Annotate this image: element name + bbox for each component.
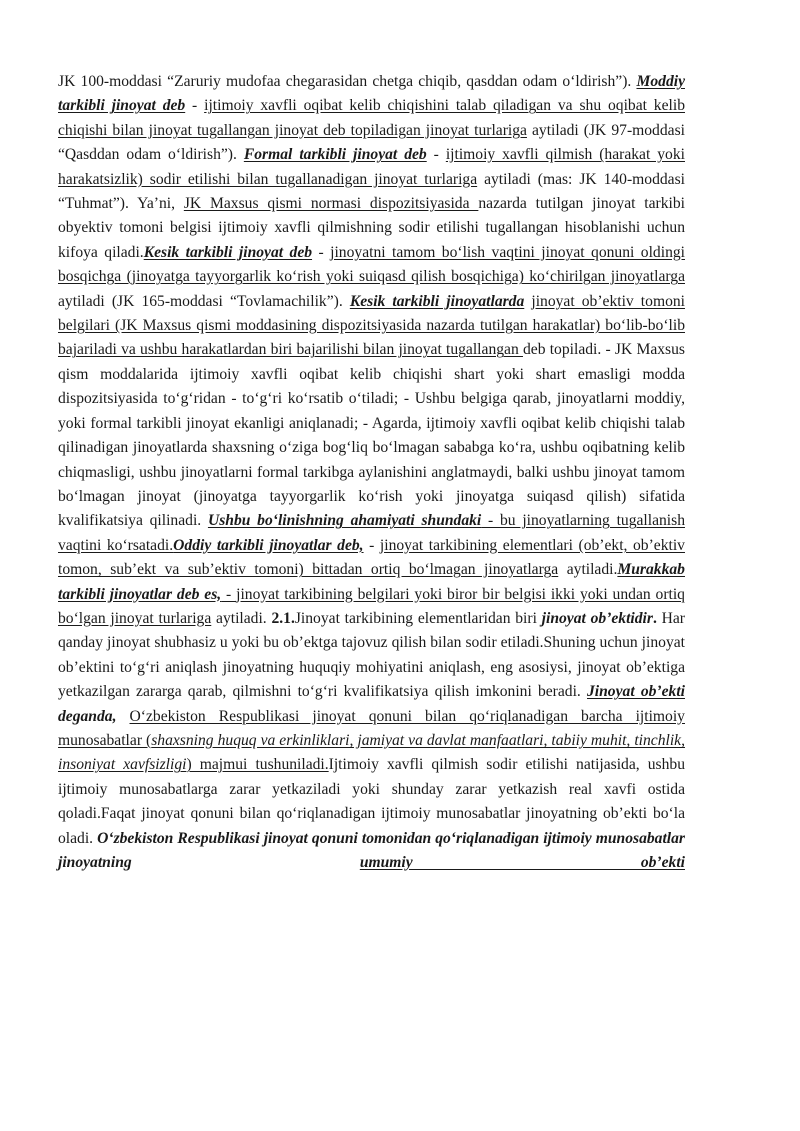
text-run: aytiladi (mas: JK 140-moddasi “Tuhmat”). Ya’ni, — [58, 170, 685, 213]
text-run: Har qanday jinoyat shubhasiz u yoki bu ob’ektga tajovuz qilish bilan sodir etiladi.Shuning uchun jinoyat ob’ektini to‘g‘ri aniqlash jinoyatning huquqiy mohiyatini aniqlash, eng asosiysi, jinoyat ob’ektiga yetkazilgan zararga qarab, qilmishni to‘g‘ri kvalifikatsiya qilish imkonini beradi. — [58, 609, 686, 701]
term-kesik-tarkibli: Kesik tarkibli jinoyat deb — [143, 243, 313, 261]
text-run: Jinoyat tarkibining elementlaridan biri — [294, 609, 542, 627]
text-run: - — [221, 585, 237, 603]
text-run: deb topiladi. - JK Maxsus qism moddalarida ijtimoiy xavfli oqibat kelib chiqishi shart yoki shart emasligi modda dispozitsiyasida to‘g‘ridan - to‘g‘ri ko‘rsatib o‘tiladi; - Ushbu belgiga qarab, jinoyatlarni moddiy, yoki formal tarkibli jinoyat ekanligi aniqlanadi; - Agarda, ijtimoiy xavfli oqibat kelib chiqishi talab qilinadigan jinoyatlarda shaxsning o‘ziga bog‘liq bo‘lmagan sababga ko‘ra, ushbu oqibatning kelib chiqmasligi, ushbu jinoyatlarni formal tarkibga aylanishini anglatmaydi, balki ushbu jinoyat tamom bo‘lmagan jinoyat (jinoyatga tayyorgarlik ko‘rish yoki jinoyatga suiqasd qilish) sifatida kvalifikatsiya qilinadi. — [58, 341, 685, 530]
body-paragraph — [58, 70, 685, 875]
term-jinoyat-obekti: Jinoyat ob’ekti — [587, 683, 685, 701]
definition-obekt-list: shaxsning huquq va erkinliklari, jamiyat va davlat manfaatlari, tabiiy muhit, tinchlik, insoniyat xavfsizligi — [58, 731, 685, 774]
text-run: Ijtimoiy xavfli qilmish sodir etilishi natijasida, ushbu ijtimoiy munosabatlarga zarar yetkaziladi yoki shunday zarar yetkazish real xavfi ostida qoladi.Faqat jinoyat qonuni bilan qo‘riqlanadigan ijtimoiy munosabatlar jinoyatning ob’ekti bo‘la oladi. — [58, 756, 685, 847]
term-kesik-jinoyatlarda: Kesik tarkibli jinoyatlarda — [349, 292, 525, 310]
text-run: aytiladi (JK 97-moddasi “Qasddan odam o‘ldirish”). — [58, 121, 685, 164]
text-run — [116, 708, 129, 725]
definition-moddiy: ijtimoiy xavfli oqibat kelib chiqishini talab qiladigan va shu oqibat kelib chiqishi bilan jinoyat tugallangan jinoyat deb topiladigan jinoyat turlariga — [58, 97, 685, 139]
definition-obekt-end: ) majmui tushuniladi. — [186, 756, 329, 774]
text-run: deganda, — [58, 707, 117, 725]
definition-formal: ijtimoiy xavfli qilmish (harakat yoki harakatsizlik) sodir etilishi bilan tugallanadigan jinoyat turlariga — [58, 146, 685, 188]
term-formal-tarkibli: Formal tarkibli jinoyat deb — [243, 146, 427, 164]
text-run: - — [426, 146, 446, 164]
definition-oddiy: jinoyat tarkibining elementlari (ob’ekt, ob’ektiv tomon, sub’ekt va sub’ektiv tomoni) bittadan ortiq bo‘lmagan jinoyatlarga — [58, 536, 685, 579]
definition-murakkab: jinoyat tarkibining belgilari yoki biror bir belgisi ikki yoki undan ortiq bo‘lgan jinoyat turlariga — [58, 585, 685, 627]
text-run: - — [363, 536, 380, 554]
term-jinoyat-obektidir: jinoyat ob’ektidir — [541, 609, 653, 627]
definition-ahamiyati: - bu jinoyatlarning tugallanish vaqtini ko‘rsatadi. — [58, 512, 685, 554]
definition-kesik-belgilari: jinoyat ob’ektiv tomoni belgilari (JK Maxsus qismi moddasining dispozitsiyasida nazarda tutilgan harakatlar) bo‘lib-bo‘lib bajariladi va ushbu harakatlardan biri bajarilishi bilan jinoyat tugallangan — [58, 292, 685, 359]
text-run: . — [652, 609, 662, 627]
term-ushbu-bolinish: Ushbu bo‘linishning ahamiyati shundaki — [207, 512, 482, 530]
text-run: aytiladi. — [211, 609, 272, 627]
document-page — [58, 70, 685, 875]
emphasis-qoriqlanadigan: O‘zbekiston Respublikasi jinoyat qonuni tomonidan qo‘riqlanadigan ijtimoiy munosabatlar jinoyatning — [58, 829, 685, 871]
underlined-phrase: JK Maxsus qismi normasi dispozitsiyasida — [183, 195, 479, 213]
term-murakkab-tarkibli: Murakkab tarkibli jinoyatlar deb es, — [58, 561, 685, 603]
definition-obekt: O‘zbekiston Respublikasi jinoyat qonuni bilan qo‘riqlanadigan barcha ijtimoiy munosabatlar ( — [58, 707, 685, 749]
text-run: JK 100-moddasi “Zaruriy mudofaa chegarasidan chetga chiqib, qasddan odam o‘ldirish”). — [58, 73, 637, 90]
term-umumiy-obekt: umumiy ob’ekti — [359, 854, 685, 871]
term-oddiy-tarkibli: Oddiy tarkibli jinoyatlar deb, — [173, 536, 364, 554]
text-run: - — [185, 97, 205, 115]
term-moddiy-tarkibli: Moddiy tarkibli jinoyat deb — [58, 73, 685, 115]
text-run: aytiladi (JK 165-moddasi “Tovlamachilik”). — [58, 292, 350, 310]
definition-kesik: jinoyatni tamom bo‘lish vaqtini jinoyat qonuni oldingi bosqichga (jinoyatga tayyorgarlik ko‘rish yoki suiqasd qilish bosqichiga) ko‘chirilgan jinoyatlarga — [58, 243, 685, 286]
section-number: 2.1. — [271, 609, 295, 627]
text-run: aytiladi. — [558, 561, 618, 579]
text-run: nazarda tutilgan jinoyat tarkibi obyektiv tomoni belgisi ijtimoiy xavfli qilmishning sodir etilishi tugallangan hisoblanishi uchun kifoya qiladi. — [58, 195, 686, 261]
text-run: - — [312, 243, 331, 261]
